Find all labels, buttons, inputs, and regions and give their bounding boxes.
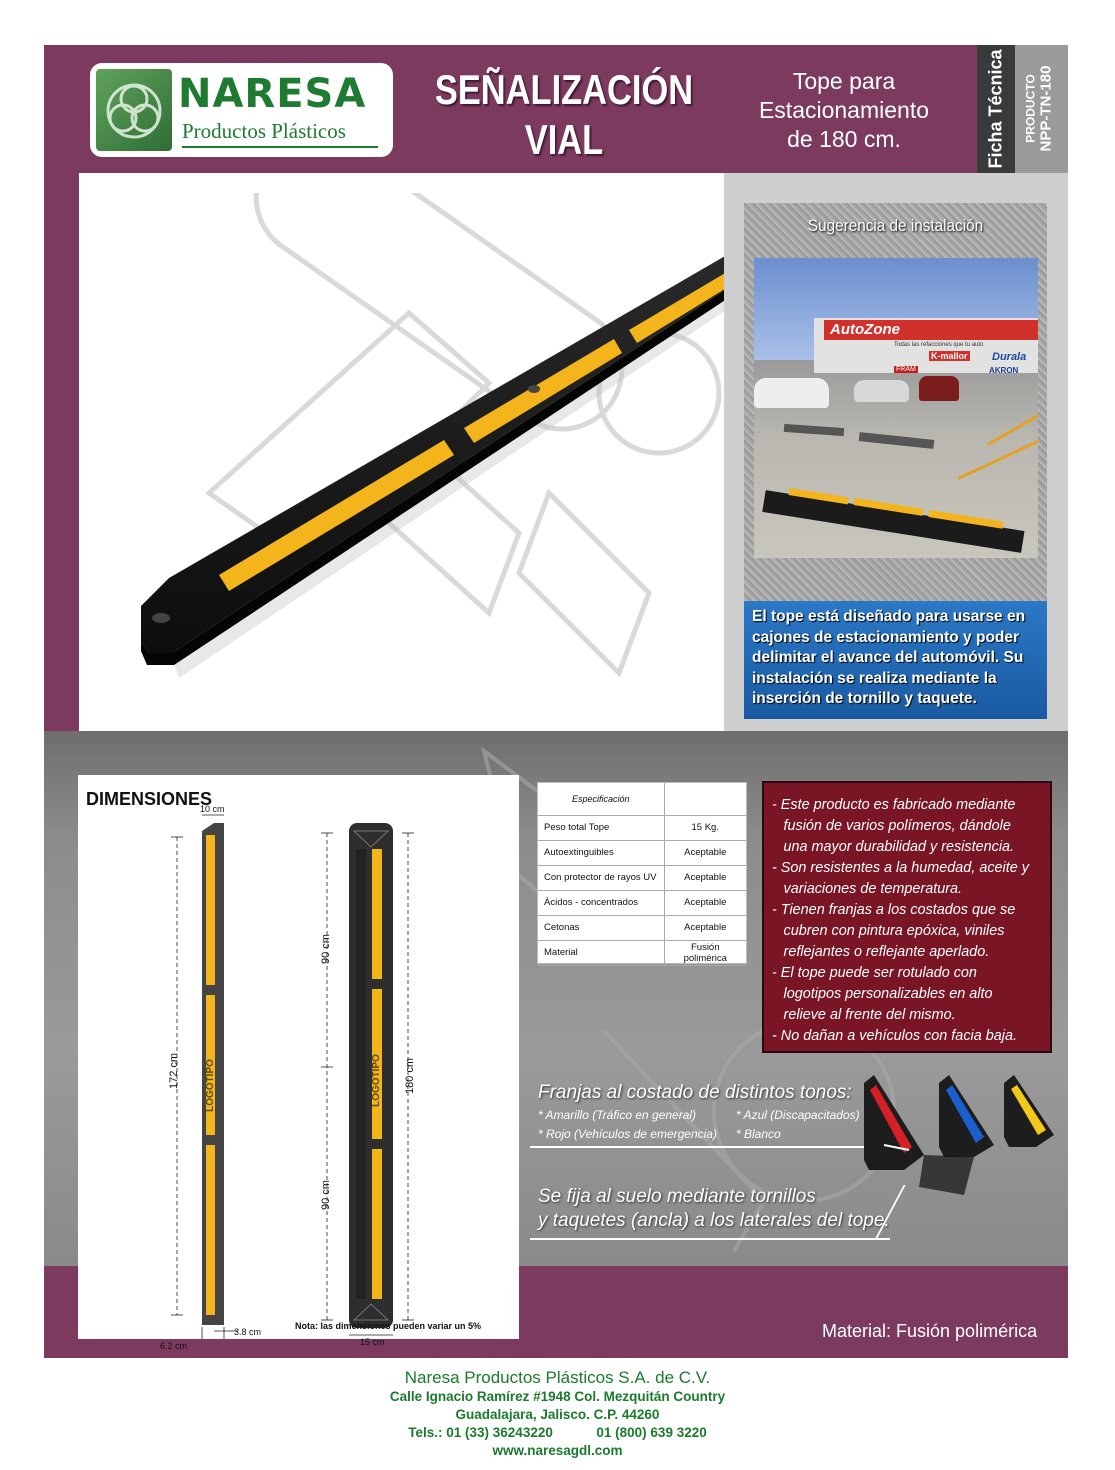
spec-header: Especificación [538, 783, 664, 815]
footer-phones [0, 1424, 1115, 1442]
product-code-tab [1015, 45, 1068, 173]
autozone-sign: AutoZone [824, 320, 1038, 340]
dimensions-panel [78, 775, 519, 1351]
installation-suggestion-box [744, 203, 1047, 603]
installation-description [744, 601, 1047, 719]
spec-label: Peso total Tope [538, 815, 664, 840]
spec-label: Cetonas [538, 915, 664, 940]
spec-value: Aceptable [664, 915, 746, 940]
spec-label: Ácidos - concentrados [538, 890, 664, 915]
spec-table [537, 782, 747, 964]
dim-top-width: 10 cm [200, 804, 225, 814]
dim-half-top: 90 cm [319, 934, 332, 964]
spec-value: Aceptable [664, 840, 746, 865]
footer-website[interactable]: www.naresagdl.com [492, 1443, 623, 1458]
subtitle-line-1: Tope para [792, 68, 896, 94]
installation-photo [754, 258, 1038, 558]
feature-item: - El tope puede ser rotulado con logotipos personalizables en alto relieve al frente del mismo. [772, 964, 993, 1023]
mounting-line-1: Se fija al suelo mediante tornillos [538, 1186, 816, 1207]
photo-brand-kmallor: K-mallor [931, 351, 968, 361]
spec-row [538, 890, 746, 915]
spec-value: Aceptable [664, 890, 746, 915]
subtitle-line-2: Estacionamiento [758, 97, 930, 123]
mounting-line-2: y taquetes (ancla) a los laterales del tope. [538, 1210, 890, 1231]
spec-row [538, 915, 746, 940]
feature-item: - Este producto es fabricado mediante fusión de varios polímeros, dándole una mayor durabilidad y resistencia. [772, 796, 1016, 855]
features-box [762, 781, 1052, 1053]
dimensions-drawing [78, 775, 519, 1339]
installation-panel [724, 173, 1068, 731]
footer-phone-2: 01 (800) 639 3220 [596, 1425, 707, 1440]
naresa-logo [90, 63, 393, 157]
photo-brand-durala: Durala [992, 351, 1027, 363]
spec-value: Fusión polimérica [664, 940, 746, 965]
spec-row [538, 815, 746, 840]
dimensions-note: Nota: las dimensiones pueden variar un 5% [295, 1321, 482, 1331]
dim-half-bottom: 90 cm [319, 1180, 332, 1210]
stripes-arrow [530, 1146, 890, 1148]
spec-row [538, 940, 746, 965]
photo-tagline: Todas las refacciones que tu auto [894, 342, 984, 348]
stripe-option: * Azul (Discapacitados) [736, 1108, 860, 1122]
page-title [431, 65, 697, 165]
ficha-label: Ficha Técnica [985, 49, 1006, 169]
stripe-samples-image [864, 1075, 1064, 1195]
logo-subtitle: Productos Plásticos [182, 119, 346, 143]
dim-inner-length: 172 cm [168, 1052, 181, 1090]
feature-item: - Son resistentes a la humedad, aceite y variaciones de temperatura. [772, 859, 1029, 897]
title-line-1: SEÑALIZACIÓN [434, 66, 694, 113]
photo-brand-akron: AKRON [989, 366, 1019, 375]
mounting-info [538, 1185, 890, 1233]
dim-base-width: 6.2 cm [160, 1341, 188, 1351]
photo-brand-fram: FRAM [896, 366, 916, 373]
product-code: NPP-TN-180 [1037, 65, 1055, 152]
footer-address-2: Guadalajara, Jalisco. C.P. 44260 [455, 1407, 660, 1422]
side-logo-text: LOGOTIPO [204, 1059, 216, 1112]
product-label: PRODUCTO [1023, 74, 1038, 143]
dim-total-length: 180 cm [404, 1057, 417, 1095]
title-line-2: VIAL [524, 116, 604, 163]
datasheet [44, 45, 1068, 1358]
product-subtitle [734, 67, 954, 154]
dim-total-width: 15 cm [360, 1337, 385, 1347]
dim-side-height: 3.8 cm [234, 1327, 262, 1337]
footer-phone-1: Tels.: 01 (33) 36243220 [408, 1425, 553, 1440]
feature-item: - Tienen franjas a los costados que se cubren con pintura epóxica, viniles reflejantes o reflejante aperlado. [772, 901, 1016, 960]
front-logo-text: LOGOTIPO [370, 1054, 382, 1107]
installation-title: Sugerencia de instalación [807, 216, 984, 235]
installation-description-text: El tope está diseñado para usarse en cajones de estacionamiento y poder delimitar el avance del automóvil. Su instalación se realiza mediante la inserción de tornillo y taquete. [752, 608, 1026, 707]
naresa-emblem-icon [96, 69, 172, 151]
footer [0, 1368, 1115, 1460]
stripe-option: * Rojo (Vehículos de emergencia) [538, 1127, 717, 1141]
parking-stop-product-image [79, 173, 724, 731]
logo-name: NARESA [178, 71, 367, 117]
spec-label: Autoextinguibles [538, 840, 664, 865]
stripes-title: Franjas al costado de distintos tonos: [538, 1082, 852, 1103]
ficha-tecnica-tab [977, 45, 1015, 173]
footer-address-1: Calle Ignacio Ramírez #1948 Col. Mezquitán Country [389, 1389, 726, 1404]
product-photo-panel [79, 173, 724, 731]
footer-company: Naresa Productos Plásticos S.A. de C.V. [404, 1368, 711, 1387]
material-label: Material: Fusión polimérica [822, 1321, 1038, 1341]
stripe-option: * Blanco [736, 1127, 781, 1141]
mounting-arrow [530, 1238, 890, 1240]
logo-underline [182, 146, 378, 148]
subtitle-line-3: de 180 cm. [787, 126, 901, 152]
spec-label: Material [538, 940, 664, 965]
spec-row [538, 865, 746, 890]
spec-value: Aceptable [664, 865, 746, 890]
spec-value: 15 Kg. [664, 815, 746, 840]
spec-row [538, 840, 746, 865]
spec-label: Con protector de rayos UV [538, 865, 664, 890]
dimensions-title: DIMENSIONES [86, 789, 213, 809]
stripe-option: * Amarillo (Tráfico en general) [538, 1108, 697, 1122]
feature-item: - No dañan a vehículos con facia baja. [772, 1027, 1017, 1044]
